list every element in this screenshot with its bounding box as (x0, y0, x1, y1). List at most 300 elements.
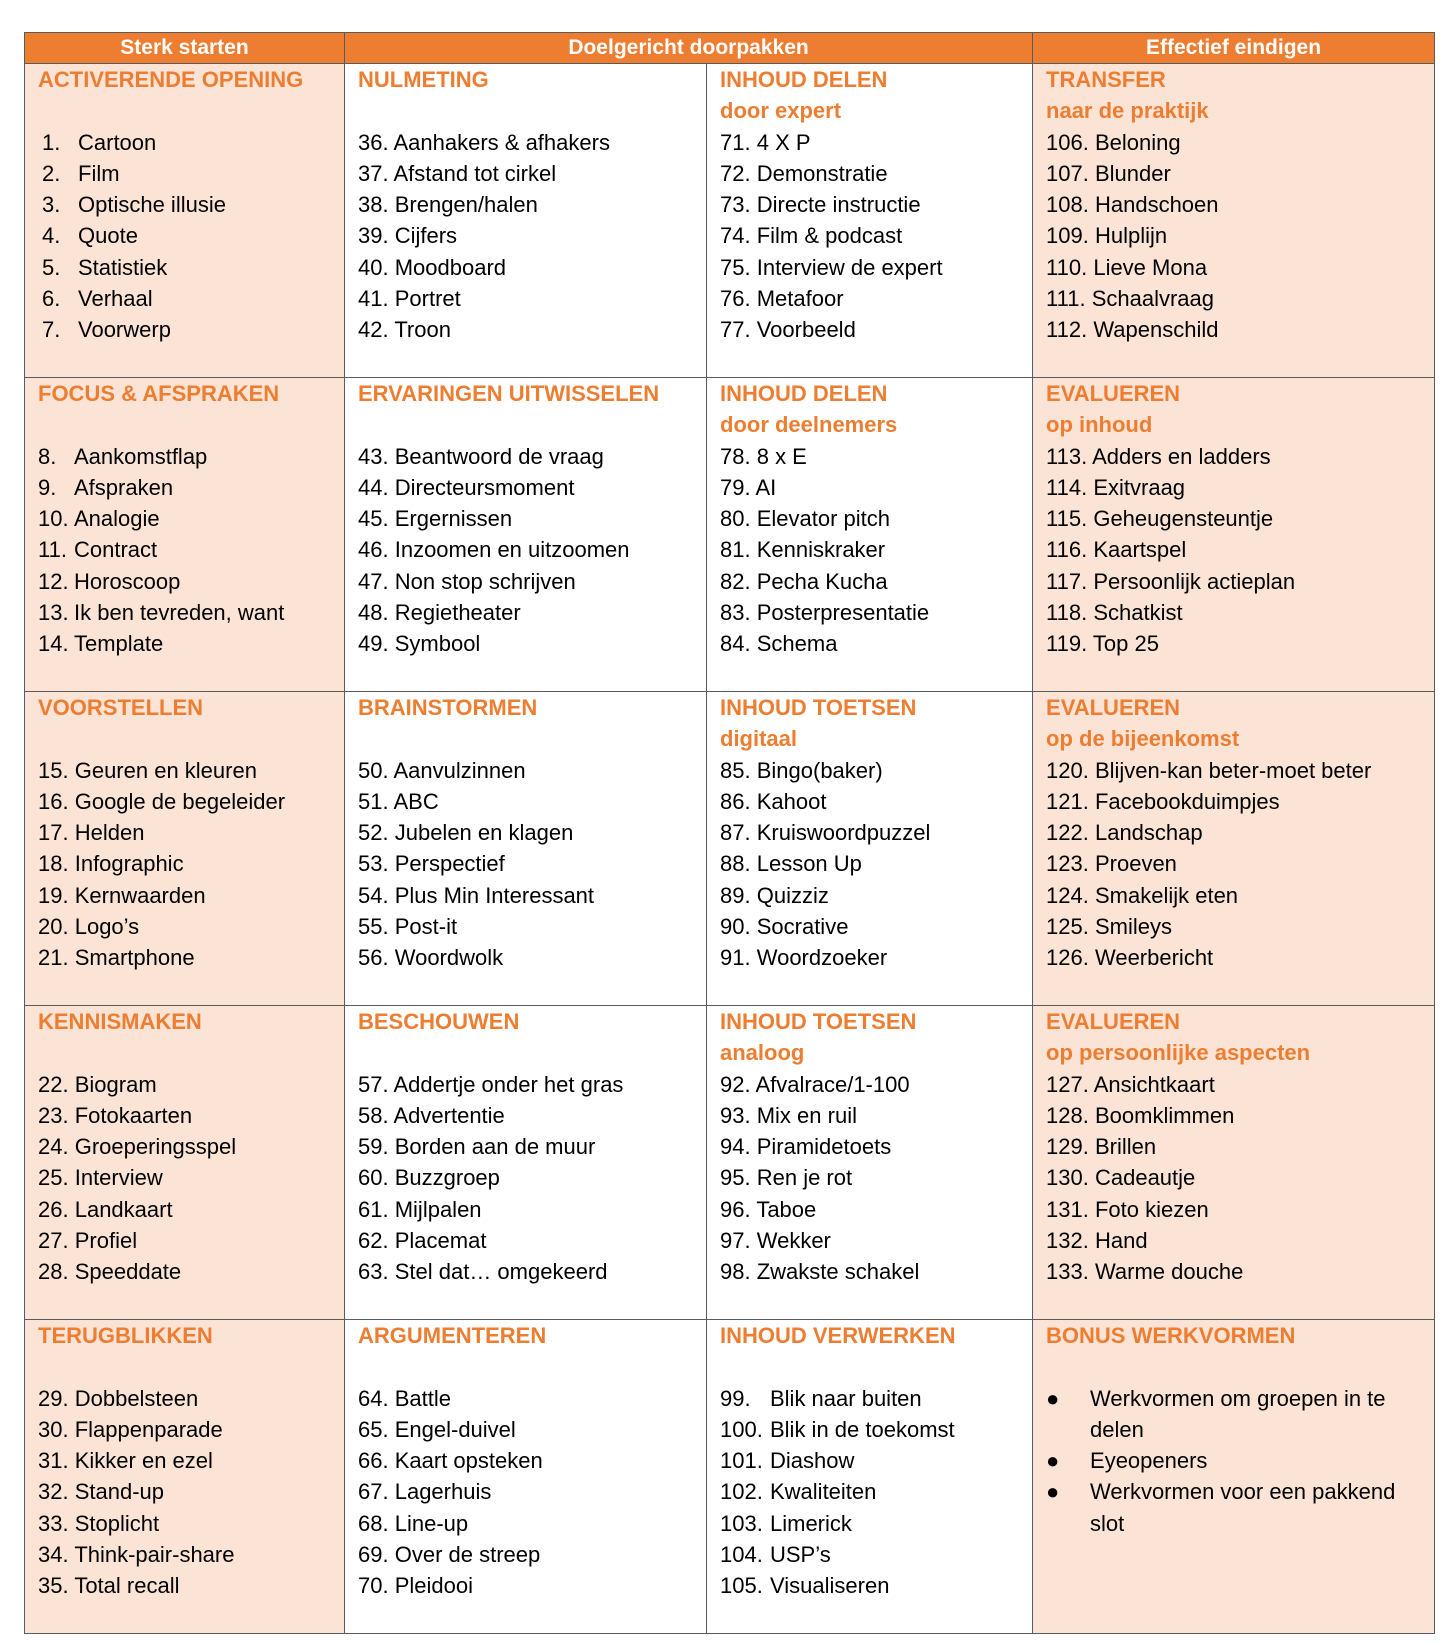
item-number: 57. (358, 1071, 389, 1097)
table-row (25, 1006, 1435, 1320)
item-label: Kikker en ezel (74, 1448, 213, 1474)
list-item (38, 566, 336, 597)
item-label: Engel-duivel (394, 1416, 516, 1442)
item-number: 115. (1046, 506, 1088, 532)
item-number: 11. (38, 537, 67, 563)
item-label: Blunder (1094, 160, 1171, 186)
item-label: Quote (78, 223, 138, 249)
list-item (358, 848, 698, 879)
item-label: Perspectief (394, 851, 505, 877)
werkvorm-list (358, 1383, 698, 1602)
item-label: Smileys (1094, 914, 1172, 940)
list-item (720, 1445, 1024, 1476)
item-number: 63. (358, 1259, 389, 1285)
item-number: 27. (38, 1228, 69, 1254)
item-label: Profiel (74, 1228, 138, 1254)
list-item (358, 911, 698, 942)
item-label: Infographic (74, 851, 184, 877)
item-label: Blik naar buiten (770, 1385, 922, 1411)
item-number: 62. (358, 1228, 389, 1254)
list-item (38, 189, 336, 220)
item-label: Kaartspel (1093, 537, 1187, 563)
category-cell (345, 1006, 707, 1320)
item-label: Buzzgroep (394, 1165, 500, 1191)
list-item (358, 942, 698, 973)
item-number: 22. (38, 1071, 69, 1097)
item-number: 124. (1046, 882, 1089, 908)
item-number: 39. (358, 223, 389, 249)
category-cell (1033, 692, 1435, 1006)
list-item (720, 880, 1024, 911)
item-label: Inzoomen en uitzoomen (394, 537, 630, 563)
item-label: Brengen/halen (394, 192, 538, 218)
item-label: Kernwaarden (74, 882, 206, 908)
item-number: 52. (358, 820, 389, 846)
category-title: FOCUS & AFSPRAKEN (38, 381, 280, 406)
list-item (720, 1194, 1024, 1225)
item-label: Flappenparade (74, 1416, 223, 1442)
item-number: 7. (42, 317, 61, 343)
list-item (38, 283, 336, 314)
werkvorm-list (38, 1383, 336, 1602)
item-label: Landschap (1094, 820, 1203, 846)
list-item (38, 1539, 336, 1570)
item-label: Contract (74, 537, 158, 563)
item-number: 68. (358, 1510, 389, 1536)
item-label: Landkaart (74, 1196, 173, 1222)
item-number: 66. (358, 1448, 389, 1474)
item-label: Ren je rot (756, 1165, 853, 1191)
item-label: Posterpresentatie (756, 600, 930, 626)
list-item (720, 252, 1024, 283)
category-title: INHOUD DELEN (720, 67, 888, 92)
item-number: 24. (38, 1134, 69, 1160)
item-number: 100. (720, 1416, 763, 1442)
item-label: Schaalvraag (1091, 286, 1215, 312)
item-label: Moodboard (394, 254, 507, 280)
list-item (720, 566, 1024, 597)
list-item (358, 127, 698, 158)
category-cell (25, 378, 345, 692)
item-label: Aanhakers & afhakers (393, 129, 610, 155)
item-label: Troon (394, 317, 451, 343)
item-label: Blik in de toekomst (770, 1416, 955, 1442)
list-item (1046, 472, 1426, 503)
list-item (1046, 755, 1426, 786)
item-label: Woordwolk (394, 945, 504, 971)
category-cell (25, 1320, 345, 1634)
item-label: Optische illusie (78, 192, 226, 218)
item-label: Kenniskraker (756, 537, 886, 563)
spacer (358, 95, 698, 126)
list-item (1046, 817, 1426, 848)
table-row (25, 1320, 1435, 1634)
list-item (38, 252, 336, 283)
category-title: TRANSFER (1046, 67, 1166, 92)
item-label: Limerick (770, 1510, 852, 1536)
item-label: Piramidetoets (756, 1134, 892, 1160)
item-number: 130. (1046, 1165, 1089, 1191)
list-item (38, 1445, 336, 1476)
item-label: Persoonlijk actieplan (1093, 568, 1296, 594)
item-number: 20. (38, 914, 69, 940)
category-title: VOORSTELLEN (38, 695, 204, 720)
item-label: 4 X P (756, 129, 811, 155)
category-cell (345, 692, 707, 1006)
werkvorm-list (1046, 1069, 1426, 1288)
item-label: Google de begeleider (74, 788, 286, 814)
item-label: Kahoot (756, 788, 827, 814)
item-number: 88. (720, 851, 751, 877)
item-label: Kaart opsteken (394, 1448, 543, 1474)
item-number: 97. (720, 1228, 751, 1254)
list-item (720, 127, 1024, 158)
list-item (38, 1162, 336, 1193)
list-item (358, 1194, 698, 1225)
list-item (358, 314, 698, 345)
item-number: 79. (720, 474, 751, 500)
item-label: Regietheater (394, 600, 521, 626)
item-label: Plus Min Interessant (394, 882, 595, 908)
item-number: 81. (720, 537, 751, 563)
item-number: 102. (720, 1479, 763, 1505)
item-number: 110. (1046, 254, 1088, 280)
table-row (25, 378, 1435, 692)
item-label: Pecha Kucha (756, 568, 888, 594)
category-cell (707, 1320, 1033, 1634)
item-number: 33. (38, 1510, 69, 1536)
item-label: Think-pair-share (74, 1542, 235, 1568)
spacer (1046, 1351, 1426, 1382)
list-item (38, 1100, 336, 1131)
category-title: BONUS WERKVORMEN (1046, 1323, 1296, 1348)
item-number: 35. (38, 1573, 69, 1599)
list-item (1046, 566, 1426, 597)
item-number: 3. (42, 192, 61, 218)
item-number: 40. (358, 254, 389, 280)
list-item (38, 1570, 336, 1601)
list-item (38, 220, 336, 251)
list-item (358, 1445, 698, 1476)
list-item (38, 1476, 336, 1507)
list-item (38, 880, 336, 911)
item-number: 60. (358, 1165, 389, 1191)
item-number: 108. (1046, 192, 1089, 218)
list-item (1046, 283, 1426, 314)
item-label: Verhaal (78, 286, 153, 312)
list-item (1046, 1131, 1426, 1162)
list-item (1046, 534, 1426, 565)
bullet-label: Werkvormen voor een pakkend slot (1090, 1479, 1396, 1536)
item-number: 72. (720, 160, 751, 186)
item-label: Borden aan de muur (394, 1134, 596, 1160)
werkvorm-list (38, 1069, 336, 1288)
list-item (1046, 911, 1426, 942)
item-label: Weerbericht (1094, 945, 1214, 971)
category-cell (345, 1320, 707, 1634)
bullet-item (1046, 1476, 1426, 1539)
spacer (38, 1351, 336, 1382)
item-label: Helden (74, 820, 145, 846)
item-label: Wapenschild (1093, 317, 1219, 343)
werkvorm-list (720, 441, 1024, 660)
item-number: 51. (358, 788, 389, 814)
item-label: Beloning (1094, 129, 1181, 155)
item-number: 53. (358, 851, 389, 877)
item-number: 109. (1046, 223, 1089, 249)
item-number: 55. (358, 914, 389, 940)
list-item (1046, 880, 1426, 911)
item-number: 34. (38, 1542, 69, 1568)
item-number: 38. (358, 192, 389, 218)
item-label: Elevator pitch (756, 506, 891, 532)
item-number: 48. (358, 600, 389, 626)
item-label: Advertentie (393, 1102, 505, 1128)
bullet-item (1046, 1445, 1426, 1476)
item-number: 125. (1046, 914, 1089, 940)
item-label: Ik ben tevreden, want (74, 600, 285, 626)
item-label: Bingo(baker) (756, 757, 883, 783)
list-item (1046, 1069, 1426, 1100)
item-number: 70. (358, 1573, 389, 1599)
werkvorm-list (38, 441, 336, 660)
item-number: 50. (358, 757, 389, 783)
item-number: 64. (358, 1385, 389, 1411)
item-number: 25. (38, 1165, 69, 1191)
item-label: Afvalrace/1-100 (755, 1071, 910, 1097)
item-label: Schatkist (1093, 600, 1183, 626)
list-item (1046, 1225, 1426, 1256)
werkvorm-list (358, 1069, 698, 1288)
item-label: Groeperingsspel (74, 1134, 237, 1160)
item-number: 21. (38, 945, 69, 971)
item-number: 111. (1046, 286, 1086, 312)
item-number: 131. (1046, 1196, 1089, 1222)
werkvorm-list (720, 127, 1024, 346)
item-number: 71. (720, 129, 751, 155)
list-item (38, 755, 336, 786)
item-label: Warme douche (1094, 1259, 1244, 1285)
werkvorm-list (358, 127, 698, 346)
item-label: Stel dat… omgekeerd (394, 1259, 608, 1285)
category-subtitle: door expert (720, 98, 842, 124)
item-number: 99. (720, 1385, 751, 1411)
item-label: AI (755, 474, 777, 500)
category-subtitle: op de bijeenkomst (1046, 726, 1240, 752)
item-label: Brillen (1094, 1134, 1157, 1160)
werkvorm-list (1046, 441, 1426, 660)
list-item (358, 1414, 698, 1445)
item-number: 58. (358, 1102, 389, 1128)
item-label: Interview de expert (756, 254, 943, 280)
item-number: 2. (42, 160, 61, 186)
list-item (1046, 1256, 1426, 1287)
item-number: 128. (1046, 1102, 1089, 1128)
table-row (25, 64, 1435, 378)
item-label: Total recall (74, 1573, 180, 1599)
item-number: 74. (720, 223, 751, 249)
list-item (38, 1414, 336, 1445)
item-number: 15. (38, 757, 69, 783)
item-number: 37. (358, 160, 389, 186)
list-item (358, 566, 698, 597)
item-number: 105. (720, 1573, 763, 1599)
item-label: Lesson Up (756, 851, 862, 877)
item-label: Biogram (74, 1071, 157, 1097)
item-number: 84. (720, 631, 751, 657)
bullet-item (1046, 1383, 1426, 1446)
spacer (358, 723, 698, 754)
item-number: 13. (38, 600, 69, 626)
item-number: 133. (1046, 1259, 1089, 1285)
list-item (720, 817, 1024, 848)
item-label: Aanvulzinnen (393, 757, 526, 783)
spacer (720, 1351, 1024, 1382)
list-item (720, 597, 1024, 628)
item-number: 101. (720, 1448, 763, 1474)
item-number: 45. (358, 506, 389, 532)
spacer (358, 1037, 698, 1068)
list-item (38, 817, 336, 848)
list-item (358, 1256, 698, 1287)
item-number: 18. (38, 851, 69, 877)
category-subtitle: op inhoud (1046, 412, 1153, 438)
item-number: 127. (1046, 1071, 1089, 1097)
category-title: EVALUEREN (1046, 695, 1181, 720)
list-item (358, 252, 698, 283)
list-item (358, 880, 698, 911)
list-item (720, 534, 1024, 565)
list-item (38, 848, 336, 879)
category-cell (25, 692, 345, 1006)
item-label: Post-it (394, 914, 458, 940)
item-number: 41. (358, 286, 389, 312)
category-title: INHOUD VERWERKEN (720, 1323, 956, 1348)
list-item (358, 1162, 698, 1193)
item-label: Lagerhuis (394, 1479, 492, 1505)
list-item (720, 1069, 1024, 1100)
item-number: 36. (358, 129, 389, 155)
item-label: Wekker (756, 1228, 831, 1254)
item-number: 75. (720, 254, 751, 280)
item-number: 43. (358, 443, 389, 469)
list-item (358, 220, 698, 251)
item-number: 117. (1046, 568, 1088, 594)
item-number: 26. (38, 1196, 69, 1222)
category-title: EVALUEREN (1046, 381, 1181, 406)
item-label: Geheugensteuntje (1093, 506, 1274, 532)
list-item (38, 628, 336, 659)
item-label: Aankomstflap (74, 443, 208, 469)
category-subtitle: analoog (720, 1040, 805, 1066)
item-label: Zwakste schakel (756, 1259, 920, 1285)
item-label: Symbool (394, 631, 481, 657)
category-cell (345, 64, 707, 378)
category-title: BESCHOUWEN (358, 1009, 520, 1034)
werkvorm-list (720, 755, 1024, 974)
item-label: Smartphone (74, 945, 195, 971)
spacer (38, 723, 336, 754)
list-item (720, 1225, 1024, 1256)
spacer (38, 95, 336, 126)
item-number: 126. (1046, 945, 1089, 971)
item-number: 47. (358, 568, 389, 594)
list-item (38, 597, 336, 628)
werkvorm-list (720, 1069, 1024, 1288)
item-number: 46. (358, 537, 389, 563)
category-title: BRAINSTORMEN (358, 695, 538, 720)
item-label: Geuren en kleuren (74, 757, 257, 783)
list-item (38, 1131, 336, 1162)
list-item (1046, 441, 1426, 472)
item-label: Voorbeeld (756, 317, 856, 343)
category-title: NULMETING (358, 67, 489, 92)
werkvormen-table (24, 32, 1435, 1634)
list-item (358, 283, 698, 314)
item-number: 76. (720, 286, 751, 312)
list-item (720, 283, 1024, 314)
item-number: 123. (1046, 851, 1089, 877)
category-title: INHOUD TOETSEN (720, 695, 917, 720)
header-effectief-eindigen: Effectief eindigen (1033, 33, 1435, 64)
item-number: 32. (38, 1479, 69, 1505)
item-number: 56. (358, 945, 389, 971)
werkvorm-list (720, 1383, 1024, 1602)
category-title: ACTIVERENDE OPENING (38, 67, 304, 92)
item-number: 89. (720, 882, 751, 908)
bullet-icon: ● (1046, 1479, 1060, 1505)
category-title: KENNISMAKEN (38, 1009, 202, 1034)
header-row (25, 33, 1435, 64)
item-number: 31. (38, 1448, 69, 1474)
item-number: 92. (720, 1071, 751, 1097)
list-item (1046, 1162, 1426, 1193)
list-item (38, 314, 336, 345)
category-title: ARGUMENTEREN (358, 1323, 547, 1348)
item-label: Facebookduimpjes (1094, 788, 1280, 814)
list-item (38, 1225, 336, 1256)
list-item (38, 158, 336, 189)
item-label: Boomklimmen (1094, 1102, 1235, 1128)
item-number: 29. (38, 1385, 69, 1411)
item-label: Voorwerp (78, 317, 171, 343)
list-item (1046, 314, 1426, 345)
item-number: 83. (720, 600, 751, 626)
table-row (25, 692, 1435, 1006)
item-number: 14. (38, 631, 69, 657)
item-number: 49. (358, 631, 389, 657)
list-item (358, 1539, 698, 1570)
list-item (1046, 848, 1426, 879)
item-number: 104. (720, 1542, 763, 1568)
item-label: Metafoor (756, 286, 844, 312)
item-number: 119. (1046, 631, 1088, 657)
list-item (358, 786, 698, 817)
category-cell (25, 64, 345, 378)
item-number: 30. (38, 1416, 69, 1442)
item-label: Woordzoeker (756, 945, 888, 971)
category-cell (707, 378, 1033, 692)
item-label: Socrative (756, 914, 849, 940)
werkvorm-list (38, 755, 336, 974)
item-number: 17. (38, 820, 69, 846)
list-item (358, 1225, 698, 1256)
list-item (358, 1508, 698, 1539)
bullet-icon: ● (1046, 1448, 1060, 1474)
item-label: Lieve Mona (1093, 254, 1208, 280)
list-item (358, 189, 698, 220)
item-label: Ergernissen (394, 506, 513, 532)
